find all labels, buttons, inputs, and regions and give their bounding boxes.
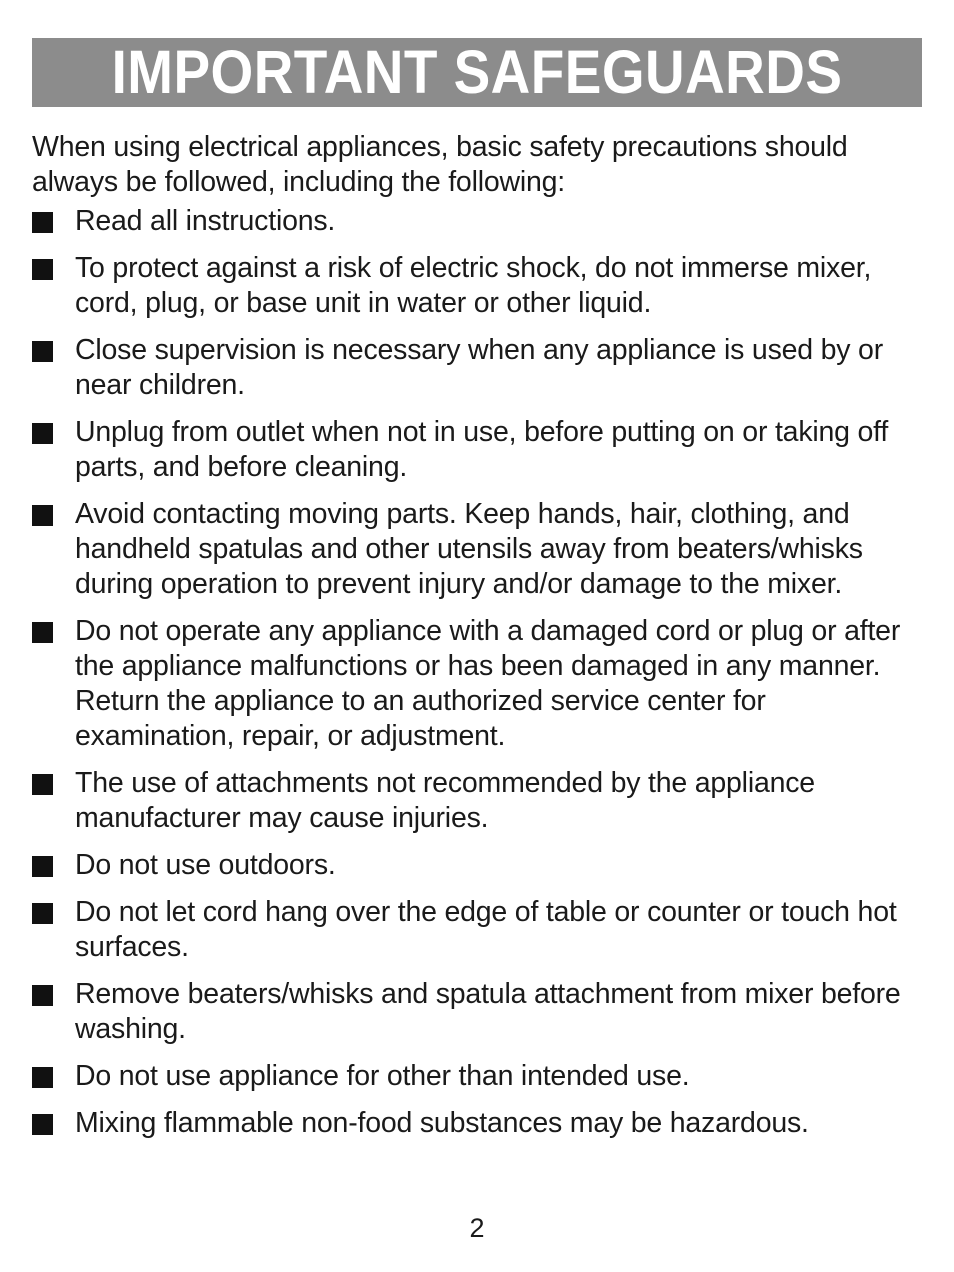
list-item-text: Mixing flammable non-food substances may be hazardous. (75, 1107, 809, 1139)
list-item (32, 895, 932, 965)
list-item-text: Do not operate any appliance with a damaged cord or plug or after the appliance malfunctions or has been damaged in any manner. Return the appliance to an authorized service center for examination, repair, or adjustment. (75, 615, 901, 752)
safeguards-content (32, 130, 932, 1153)
square-bullet-icon (32, 505, 53, 526)
list-item (32, 251, 932, 321)
square-bullet-icon (32, 259, 53, 280)
list-item-text: Do not let cord hang over the edge of table or counter or touch hot surfaces. (75, 896, 897, 963)
list-item-text: The use of attachments not recommended by the appliance manufacturer may cause injuries. (75, 767, 815, 834)
list-item-text: To protect against a risk of electric shock, do not immerse mixer, cord, plug, or base unit in water or other liquid. (75, 252, 872, 319)
page-number: 2 (469, 1213, 485, 1243)
square-bullet-icon (32, 212, 53, 233)
list-item (32, 415, 932, 485)
list-item (32, 614, 932, 754)
list-item (32, 204, 932, 239)
square-bullet-icon (32, 985, 53, 1006)
list-item-text: Close supervision is necessary when any appliance is used by or near children. (75, 334, 883, 401)
square-bullet-icon (32, 622, 53, 643)
square-bullet-icon (32, 856, 53, 877)
list-item (32, 1106, 932, 1141)
square-bullet-icon (32, 774, 53, 795)
square-bullet-icon (32, 1114, 53, 1135)
list-item (32, 1059, 932, 1094)
list-item (32, 848, 932, 883)
square-bullet-icon (32, 903, 53, 924)
list-item-text: Do not use appliance for other than intended use. (75, 1060, 690, 1092)
list-item (32, 497, 932, 602)
list-item-text: Read all instructions. (75, 205, 336, 237)
square-bullet-icon (32, 423, 53, 444)
list-item-text: Remove beaters/whisks and spatula attachment from mixer before washing. (75, 978, 901, 1045)
square-bullet-icon (32, 341, 53, 362)
list-item (32, 766, 932, 836)
list-item-text: Do not use outdoors. (75, 849, 336, 881)
safeguards-list (32, 204, 932, 1141)
list-item (32, 333, 932, 403)
title-banner (32, 38, 922, 107)
page-title: IMPORTANT SAFEGUARDS (111, 38, 843, 106)
list-item-text: Avoid contacting moving parts. Keep hands, hair, clothing, and handheld spatulas and other utensils away from beaters/whisks during operation to prevent injury and/or damage to the mixer. (75, 498, 863, 600)
list-item (32, 977, 932, 1047)
list-item-text: Unplug from outlet when not in use, before putting on or taking off parts, and before cleaning. (75, 416, 889, 483)
square-bullet-icon (32, 1067, 53, 1088)
intro-paragraph: When using electrical appliances, basic safety precautions should always be followed, including the following: (32, 131, 848, 198)
